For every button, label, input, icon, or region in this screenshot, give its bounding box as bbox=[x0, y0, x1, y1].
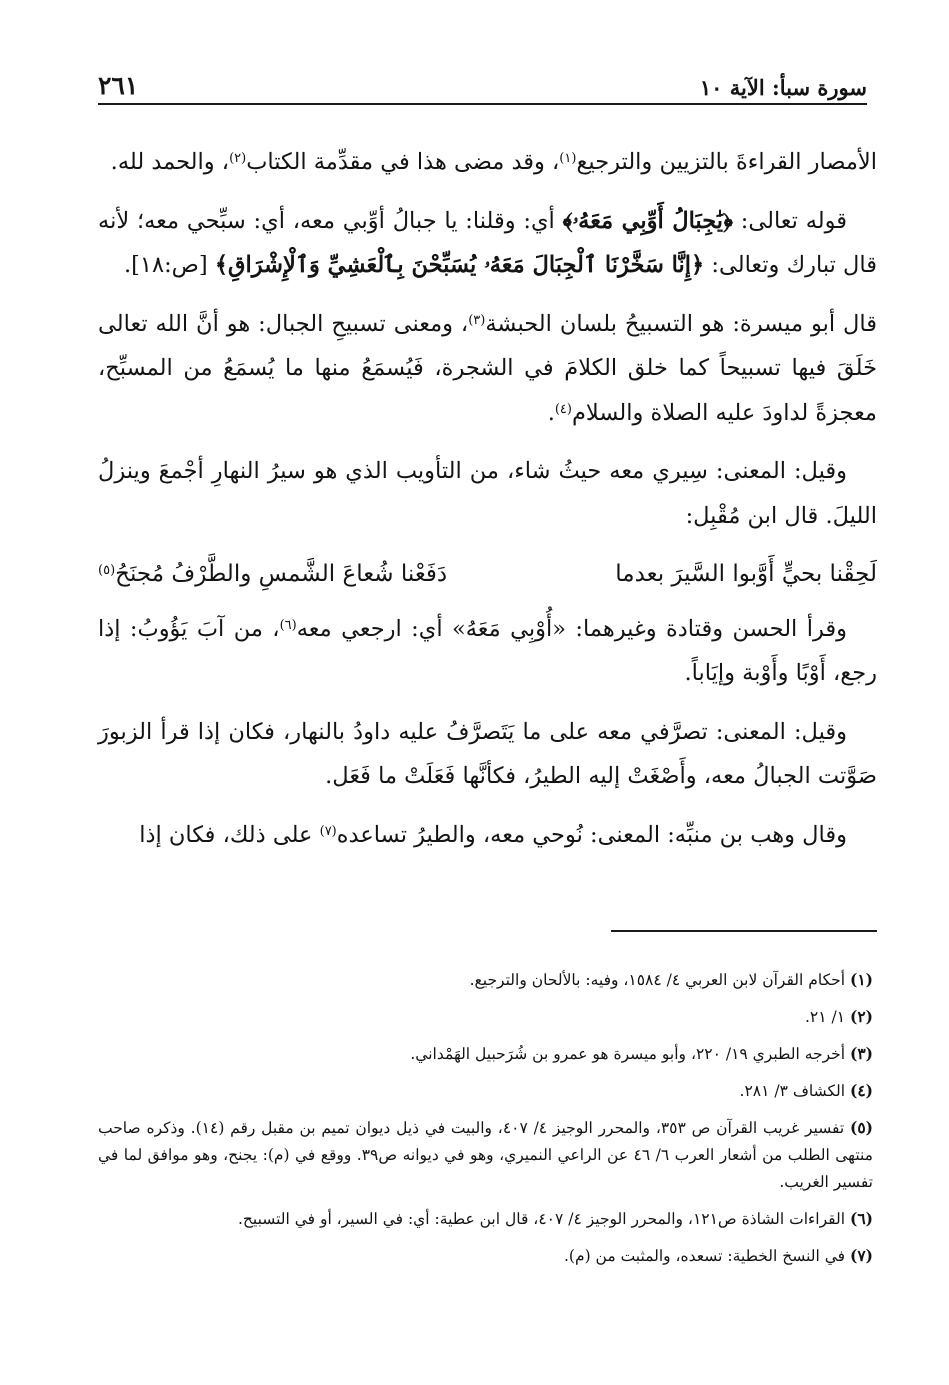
paragraph-6: وقيل: المعنى: تصرَّفي معه على ما يَتَصرَّفُ عليه داودُ بالنهار، فكان إذا قرأ الزبورَ صَوَّتت الجبالُ معه، وأَصْغَتْ إليه الطيرُ، فكأنَّها فَعَلَتْ ما فَعَل. bbox=[98, 718, 877, 789]
verse-first-hemistich: لَحِقْنا بحيٍّ أَوَّبوا السَّيرَ بعدما bbox=[615, 561, 877, 587]
verse-second-hemistich: دَفَعْنا شُعاعَ الشَّمسِ والطَّرْفُ مُجنَحُ$^{(٥)}$ bbox=[98, 561, 448, 587]
quran-quote-1: ﴿يَٰجِبَالُ أَوِّبِي مَعَهُۥ﴾ bbox=[562, 207, 733, 234]
footnote-ref-1: (١) bbox=[559, 150, 577, 166]
footnote-ref-2: (٢) bbox=[229, 150, 247, 166]
paragraph-1: الأمصار القراءةَ بالتزيين والترجيع$^{(١)}$، وقد مضى هذا في مقدِّمة الكتاب$^{(٢)}$، والحمد لله. bbox=[110, 149, 877, 175]
footnote-7: (٧) في النسخ الخطية: تسعده، والمثبت من (م). bbox=[564, 1246, 873, 1265]
footnote-4: (٤) الكشاف ٣/ ٢٨١. bbox=[739, 1081, 873, 1100]
paragraph-4: وقيل: المعنى: سِيري معه حيثُ شاء، من التأويب الذي هو سيرُ النهارِ أجْمعَ وينزلُ الليلَ. قال ابن مُقْبِل: bbox=[98, 458, 877, 529]
paragraph-3: قال أبو ميسرة: هو التسبيحُ بلسان الحبشة$^{(٣)}$، ومعنى تسبيحِ الجبال: هو أنَّ الله تعالى خَلَقَ فيها تسبيحاً كما خلق الكلامَ في الشجرة، فَيُسمَعُ منها ما يُسمَعُ من المسبِّح، معجزةً لداودَ عليه الصلاة والسلام$^{(٤)}$. bbox=[98, 310, 877, 426]
footnote-separator bbox=[611, 930, 877, 932]
main-text bbox=[98, 140, 877, 871]
footnote-1: (١) أحكام القرآن لابن العربي ٤/ ١٥٨٤، وفيه: بالألحان والترجيع. bbox=[469, 970, 873, 989]
footnote-2: (٢) ١/ ٢١. bbox=[804, 1007, 873, 1026]
footnotes bbox=[98, 966, 873, 1279]
footnote-ref-5: (٥) bbox=[98, 562, 116, 578]
footnote-ref-4: (٤) bbox=[554, 401, 572, 417]
chapter-title: سورة سبأ: الآية ١٠ bbox=[699, 75, 867, 100]
poetry-verse bbox=[98, 552, 877, 597]
paragraph-7: وقال وهب بن منبِّه: المعنى: نُوحي معه، والطيرُ تساعده$^{(٧)}$ على ذلك، فكان إذا bbox=[139, 821, 847, 848]
footnote-5: (٥) تفسير غريب القرآن ص ٣٥٣، والمحرر الوجيز ٤/ ٤٠٧، والبيت في ذيل ديوان تميم بن مقبل رقم (١٤). وذكره صاحب منتهى الطلب من أشعار العرب ٦/ ٤٦ عن الراعي النميري، وهو في ديوانه ص٣٩. ووقع في (م): يجنح، وهو موافق لما في تفسير الغريب. bbox=[98, 1118, 873, 1191]
footnote-ref-7: (٧) bbox=[319, 823, 337, 839]
footnote-ref-3: (٣) bbox=[468, 312, 486, 328]
paragraph-5: وقرأ الحسن وقتادة وغيرهما: «أُوْبِي مَعَهُ» أي: ارجعي معه$^{(٦)}$، من آبَ يَؤُوبُ: إذا رجع، أَوْبًا وأَوْبة وإيَاباً. bbox=[98, 615, 877, 686]
footnote-6: (٦) القراءات الشاذة ص١٢١، والمحرر الوجيز ٤/ ٤٠٧، قال ابن عطية: أي: في السير، أو في التسبيح. bbox=[237, 1209, 873, 1228]
paragraph-2: قوله تعالى: ﴿يَٰجِبَالُ أَوِّبِي مَعَهُۥ﴾ أي: وقلنا: يا جبالُ أوِّبي معه، أي: سبِّحي معه؛ لأنه قال تبارك وتعالى: ﴿إِنَّا سَخَّرْنَا ٱلْجِبَالَ مَعَهُۥ يُسَبِّحْنَ بِٱلْعَشِيِّ وَٱلْإِشْرَاقِ﴾ [ص:١٨]. bbox=[98, 207, 877, 278]
footnote-3: (٣) أخرجه الطبري ١٩/ ٢٢٠، وأبو ميسرة هو عمرو بن شُرَحبيل الهَمْداني. bbox=[410, 1044, 873, 1063]
page-number: ٢٦١ bbox=[98, 71, 139, 100]
running-head bbox=[98, 62, 867, 100]
quran-quote-2: ﴿إِنَّا سَخَّرْنَا ٱلْجِبَالَ مَعَهُۥ يُسَبِّحْنَ بِٱلْعَشِيِّ وَٱلْإِشْرَاقِ﴾ bbox=[214, 252, 705, 278]
header-rule bbox=[98, 103, 867, 105]
footnote-ref-6: (٦) bbox=[279, 617, 297, 633]
